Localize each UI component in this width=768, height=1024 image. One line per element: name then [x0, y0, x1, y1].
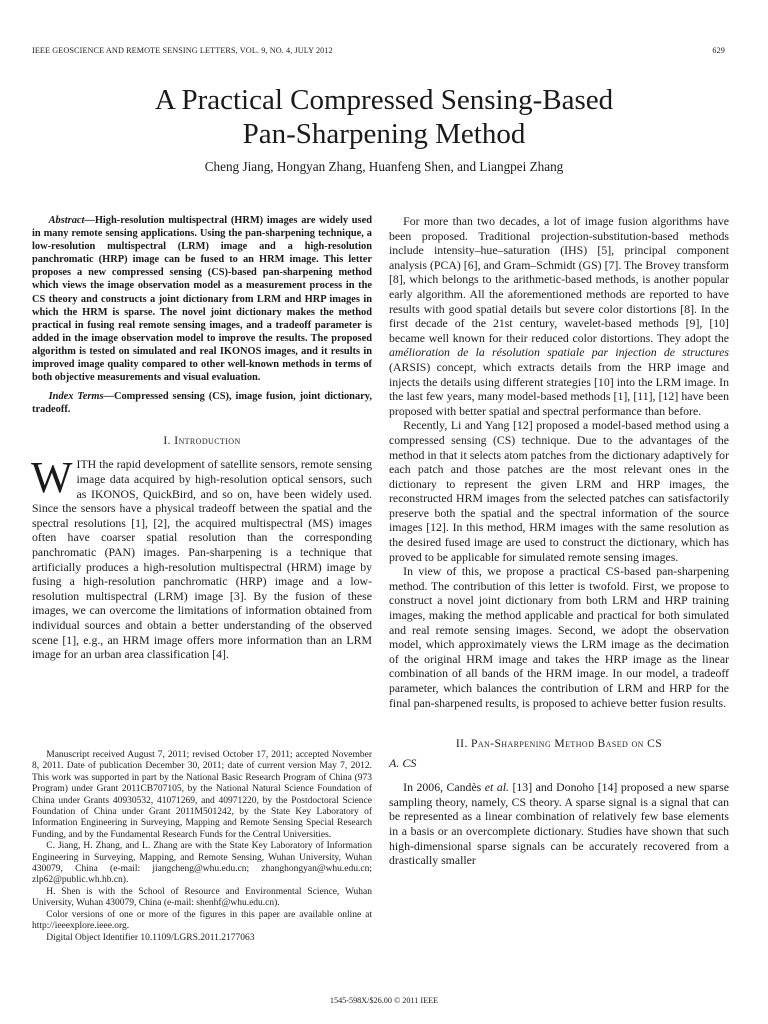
footnotes [32, 750, 372, 944]
intro-paragraph-2-text-a: For more than two decades, a lot of image fusion algorithms have been proposed. Traditional projection-substitution-based methods include intensity–hue–saturation (IHS) [5], principal component analysis (PCA) [6], and Gram–Schmidt (GS) [7]. The Brovey transform [8], which belongs to the arithmetic-based methods, is another popular early algorithm. All the aforementioned methods are reported to have results with good spatial details but severe color distortions [8]. In the first decade of the 21st century, wavelet-based methods [9], [10] became well known for their reduced color distortions. They adopt the [389, 214, 729, 345]
et-al: et al. [484, 780, 509, 795]
abstract [32, 214, 372, 384]
journal-citation: IEEE GEOSCIENCE AND REMOTE SENSING LETTERS, VOL. 9, NO. 4, JULY 2012 [32, 46, 333, 55]
index-terms-label: Index Terms— [48, 391, 114, 403]
subsection-heading-cs: A. CS [389, 756, 417, 771]
footnote-affiliation-2: H. Shen is with the School of Resource and Environmental Science, Wuhan University, Wuhan 430079, China (e-mail: shenhf@whu.edu.cn). [32, 886, 372, 909]
intro-paragraph-2 [389, 214, 729, 418]
intro-paragraph-1-text: ITH the rapid development of satellite sensors, remote sensing image data acquired by high-resolution optical sensors, such as IKONOS, QuickBird, and so on, have been widely used. Since the sensors have a physical tradeoff between the spatial and the spectral resolutions [1], [2], the acquired multispectral (MS) images often have coarser spatial resolution than the corresponding panchromatic (PAN) images. Pan-sharpening is a technique that artificially produces a high-resolution multispectral (HRM) image by fusing a high-resolution panchromatic (HRP) image and a low-resolution multispectral (LRM) image [3]. By the fusion of these images, we can overcome the limitations of information obtained from individual sources and obtain a better understanding of the observed scene [1], e.g., an HRM image offers more information than an LRM image for an urban area classification [4]. [32, 457, 372, 662]
author-list: Cheng Jiang, Hongyan Zhang, Huanfeng Shen, and Liangpei Zhang [204, 159, 564, 174]
footnote-manuscript: Manuscript received August 7, 2011; revised October 17, 2011; accepted November 8, 2011. Date of publication December 30, 2011; date of current version May 7, 2012. This work was supported in part by the National Basic Research Program of China (973 Program) under Grant 2011CB707105, by the National Natural Science Foundation of China under Grants 40930532, 41071269, and 40971220, by the Postdoctoral Science Foundation of China under Grant 2011M501242, by the State Key Laboratory of Information Engineering in Surveying, Mapping and Remote Sensing Special Research Funding, and by the Fundamental Research Funds for the Central Universities. [32, 750, 372, 840]
title-line-2: Pan-Sharpening Method [242, 118, 526, 150]
index-terms [32, 390, 372, 416]
section-heading-introduction: I. Introduction [163, 434, 241, 448]
index-terms-text: Compressed sensing (CS), image fusion, joint dictionary, tradeoff. [32, 391, 372, 416]
right-column [389, 214, 729, 868]
intro-paragraph-2-text-b: (ARSIS) concept, which extracts details from the HRP image and injects the details using different strategies [10] into the LRM image. In the last few years, many model-based methods [1], [11], [12] have been proposed with better spatial and spectral performance than before. [389, 359, 729, 418]
intro-paragraph-3: Recently, Li and Yang [12] proposed a model-based method using a compressed sensing (CS) technique. Due to the advantages of the method in that it selects atom patches from the dictionary adaptively for each patch and those patches are the most relevant ones in the dictionary to represent the given LRM and HRP images, the reconstructed HRM images from the selected patches can satisfactorily preserve both the spatial and the spectral information of the source images [12]. In this method, HRM images with the same resolution as the desired fused image are used to construct the dictionary, which has proved to be applicable for simulated remote sensing images. [389, 418, 729, 564]
drop-cap: W [31, 453, 73, 503]
abstract-label: Abstract— [48, 215, 95, 226]
paper-title [0, 83, 768, 151]
footnote-color-versions: Color versions of one or more of the figures in this paper are available online at http://ieeexplore.ieee.org. [32, 909, 372, 932]
arsis-term: amélioration de la résolution spatiale par injection de structures [389, 345, 729, 360]
running-header [32, 46, 725, 55]
abstract-text: High-resolution multispectral (HRM) images are widely used in many remote sensing applications. Using the pan-sharpening technique, a low-resolution multispectral (LRM) image and a high-resolution panchromatic (HRP) image can be fused to an HRM image. This letter proposes a new compressed sensing (CS)-based pan-sharpening method which views the image observation model as a measurement process in the CS theory and constructs a joint dictionary from LRM and HRP images in which the HRM is sparse. The novel joint dictionary makes the method practical in fusing real remote sensing images, and a tradeoff parameter is added in the image observation model to improve the results. The proposed algorithm is tested on simulated and real IKONOS images, and it results in improved image quality compared to other well-known methods in terms of both objective measurements and visual evaluation. [32, 215, 372, 384]
intro-paragraph-1 [31, 453, 372, 662]
cs-paragraph-1-text-b: [13] and Donoho [14] proposed a new sparse sampling theory, namely, CS theory. A sparse signal is a signal that can be represented as a linear combination of relatively few base elements in a basis or an overcomplete dictionary. Studies have shown that such high-dimensional sparse signals can be accurately recovered from a drastically smaller [389, 780, 729, 868]
copyright-footer: 1545-598X/$26.00 © 2011 IEEE [329, 996, 439, 1005]
title-line-1: A Practical Compressed Sensing-Based [154, 84, 614, 116]
cs-paragraph-1-text-a: In 2006, Candès [403, 780, 485, 795]
cs-paragraph-1 [389, 780, 729, 868]
footnote-doi: Digital Object Identifier 10.1109/LGRS.2011.2177063 [46, 932, 255, 943]
section-heading-method: II. Pan-Sharpening Method Based on CS [455, 737, 663, 751]
left-column [32, 214, 372, 662]
page-number: 629 [712, 46, 725, 55]
intro-paragraph-4: In view of this, we propose a practical CS-based pan-sharpening method. The contribution of this letter is twofold. First, we propose to construct a novel joint dictionary from both LRM and HRP training images, making the method applicable and practical for both simulated and real remote sensing images. Second, we adopt the observation model, which approximately views the LRM image as the decimation of the original HRM image and takes the HRP image as the linear combination of all bands of the HRM image. In our model, a tradeoff parameter, which balances the contribution of LRM and HRP for the final pan-sharpened results, is proposed to achieve better fusion results. [389, 564, 729, 710]
footnote-affiliation-1: C. Jiang, H. Zhang, and L. Zhang are with the State Key Laboratory of Information Engineering in Surveying, Mapping, and Remote Sensing, Wuhan University, Wuhan 430079, China (e-mail: jiangcheng@whu.edu.cn; zhanghongyan@whu.edu.cn; zlp62@public.wh.hb.cn). [32, 841, 372, 886]
